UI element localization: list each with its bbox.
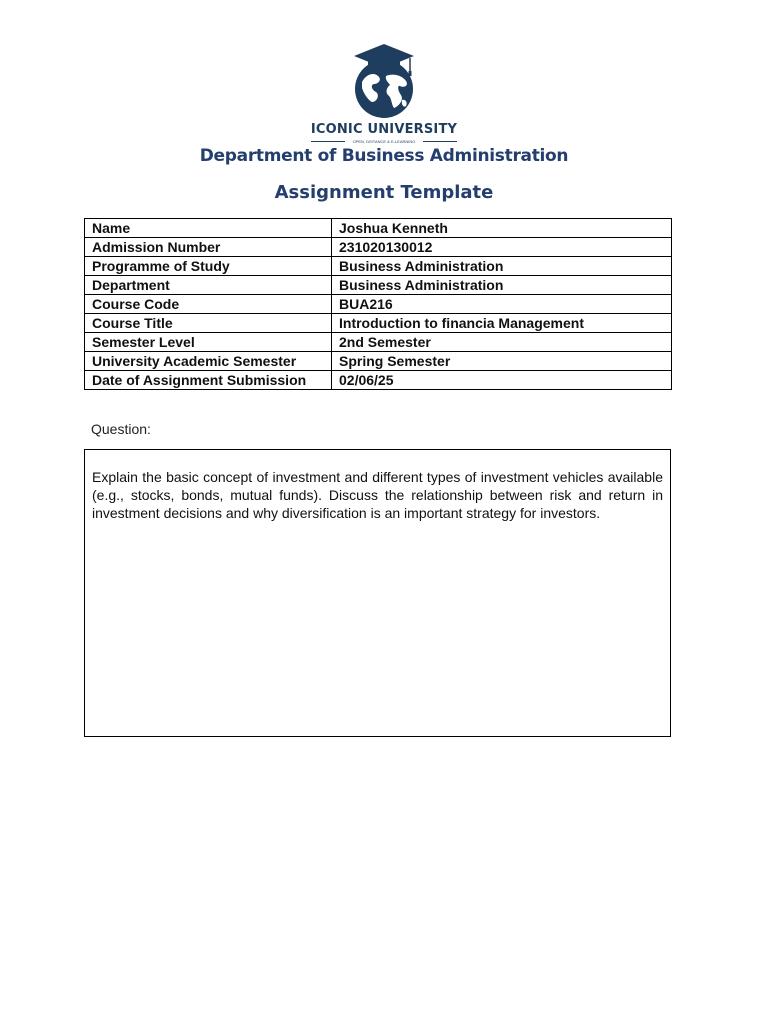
department-title: Department of Business Administration [199, 146, 569, 166]
row-value: 02/06/25 [332, 371, 672, 390]
row-label: Date of Assignment Submission [85, 371, 332, 390]
row-label: University Academic Semester [85, 352, 332, 371]
row-value: Spring Semester [332, 352, 672, 371]
row-value: 2nd Semester [332, 333, 672, 352]
document-title: Assignment Template [274, 182, 494, 203]
tagline-rule-left [311, 141, 345, 142]
globe-graduation-cap-icon [352, 42, 416, 122]
table-row [85, 295, 672, 314]
university-logo [0, 42, 768, 145]
question-label: Question: [91, 421, 151, 437]
table-row [85, 314, 672, 333]
row-value: Introduction to financia Management [332, 314, 672, 333]
tagline-text: OPEN, DISTANCE & E-LEARNING [352, 139, 416, 144]
question-text: Explain the basic concept of investment and different types of investment vehicles available (e.g., stocks, bonds, mutual funds). Discuss the relationship between risk and return in investment decisions and why diversification is an important strategy for investors. [92, 469, 663, 521]
row-value: Joshua Kenneth [332, 219, 672, 238]
university-name: ICONIC UNIVERSITY [310, 122, 458, 137]
row-label: Semester Level [85, 333, 332, 352]
row-label: Programme of Study [85, 257, 332, 276]
row-value: BUA216 [332, 295, 672, 314]
row-value: 231020130012 [332, 238, 672, 257]
table-row [85, 257, 672, 276]
question-box [84, 449, 671, 737]
table-row [85, 276, 672, 295]
row-label: Name [85, 219, 332, 238]
table-row [85, 352, 672, 371]
student-info-table [84, 218, 672, 390]
table-row [85, 238, 672, 257]
table-row [85, 219, 672, 238]
table-row [85, 371, 672, 390]
row-value: Business Administration [332, 257, 672, 276]
table-row [85, 333, 672, 352]
row-label: Course Title [85, 314, 332, 333]
university-tagline [309, 138, 459, 145]
row-label: Department [85, 276, 332, 295]
row-label: Course Code [85, 295, 332, 314]
row-label: Admission Number [85, 238, 332, 257]
tagline-rule-right [423, 141, 457, 142]
row-value: Business Administration [332, 276, 672, 295]
